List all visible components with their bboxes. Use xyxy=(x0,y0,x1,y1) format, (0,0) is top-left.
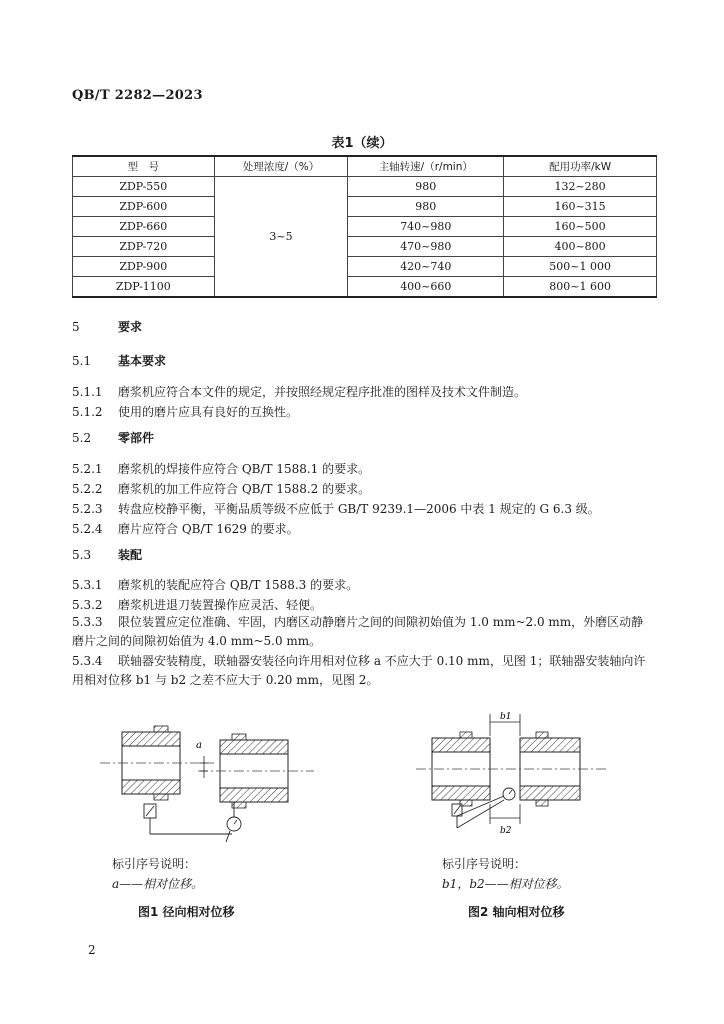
cell-speed: 980 xyxy=(348,177,504,197)
cell-model: ZDP-720 xyxy=(73,237,215,257)
clause-5-3-1: 5.3.1 磨浆机的装配应符合 QB/T 1588.3 的要求。 xyxy=(72,578,359,592)
clause-5-1-2: 5.1.2 使用的磨片应具有良好的互换性。 xyxy=(72,405,299,419)
cell-power: 132~280 xyxy=(504,177,657,197)
clause-5-2-4: 5.2.4 磨片应符合 QB/T 1629 的要求。 xyxy=(72,522,299,536)
cell-power: 500~1 000 xyxy=(504,257,657,277)
cell-speed: 740~980 xyxy=(348,217,504,237)
header-power: 配用功率/kW xyxy=(504,156,657,177)
header-speed: 主轴转速/（r/min） xyxy=(348,156,504,177)
clause-5-2-2: 5.2.2 磨浆机的加工件应符合 QB/T 1588.2 的要求。 xyxy=(72,482,371,496)
cell-concentration: 3~5 xyxy=(214,177,348,298)
figure-1-key-item: a——相对位移。 xyxy=(112,877,204,891)
cell-speed: 980 xyxy=(348,197,504,217)
symbol-a: a xyxy=(196,740,202,751)
standard-code: QB/T 2282—2023 xyxy=(72,88,203,103)
cell-model: ZDP-550 xyxy=(73,177,215,197)
table-row xyxy=(73,217,657,237)
figure-1-caption: 图1 径向相对位移 xyxy=(138,905,235,919)
cell-model: ZDP-900 xyxy=(73,257,215,277)
table-row xyxy=(73,257,657,277)
table-row xyxy=(73,277,657,298)
table-row xyxy=(73,237,657,257)
figure-2-key-title: 标引序号说明： xyxy=(442,857,527,871)
spec-table xyxy=(72,155,657,298)
cell-speed: 470~980 xyxy=(348,237,504,257)
cell-power: 160~500 xyxy=(504,217,657,237)
symbol-b1: b1 xyxy=(500,712,512,722)
cell-speed: 420~740 xyxy=(348,257,504,277)
section-heading-5-3: 5.3 装配 xyxy=(72,548,143,562)
figure-2-axial-displacement xyxy=(412,708,612,848)
figure-2-caption: 图2 轴向相对位移 xyxy=(468,905,565,919)
table-title: 表1（续） xyxy=(331,136,393,151)
page-number: 2 xyxy=(88,943,96,957)
header-concentration: 处理浓度/（%） xyxy=(214,156,348,177)
figure-1-key-title: 标引序号说明： xyxy=(112,857,197,871)
cell-power: 800~1 600 xyxy=(504,277,657,298)
figure-2-key-item: b1，b2——相对位移。 xyxy=(442,877,569,891)
figure-1-radial-displacement xyxy=(92,712,322,852)
dial-indicator xyxy=(144,802,241,842)
table-header-row xyxy=(73,156,657,177)
section-heading-5: 5 要求 xyxy=(72,320,143,334)
section-heading-5-2: 5.2 零部件 xyxy=(72,431,155,445)
clause-5-3-3: 5.3.3 限位装置应定位准确、牢固，内磨区动静磨片之间的间隙初始值为 1.0 mm~2.0 mm，外磨区动静磨片之间的间隙初始值为 4.0 mm~5.0 mm。 xyxy=(72,615,644,648)
table-row xyxy=(73,177,657,197)
cell-model: ZDP-600 xyxy=(73,197,215,217)
table-row xyxy=(73,197,657,217)
cell-speed: 400~660 xyxy=(348,277,504,298)
cell-model: ZDP-660 xyxy=(73,217,215,237)
section-heading-5-1: 5.1 基本要求 xyxy=(72,354,167,368)
clause-5-1-1: 5.1.1 磨浆机应符合本文件的规定，并按照经规定程序批准的图样及技术文件制造。 xyxy=(72,385,527,399)
cell-power: 160~315 xyxy=(504,197,657,217)
clause-5-3-4: 5.3.4 联轴器安装精度，联轴器安装径向许用相对位移 a 不应大于 0.10 mm，见图 1；联轴器安装轴向许用相对位移 b1 与 b2 之差不应大于 0.20 mm，见图 2。 xyxy=(72,654,646,687)
clause-5-2-3: 5.2.3 转盘应校静平衡，平衡品质等级不应低于 GB/T 9239.1—2006 中表 1 规定的 G 6.3 级。 xyxy=(72,502,600,516)
clause-5-2-1: 5.2.1 磨浆机的焊接件应符合 QB/T 1588.1 的要求。 xyxy=(72,462,371,476)
cell-power: 400~800 xyxy=(504,237,657,257)
symbol-b2: b2 xyxy=(500,826,512,836)
cell-model: ZDP-1100 xyxy=(73,277,215,298)
header-model: 型 号 xyxy=(73,156,215,177)
clause-5-3-2: 5.3.2 磨浆机进退刀装置操作应灵活、轻便。 xyxy=(72,598,323,612)
